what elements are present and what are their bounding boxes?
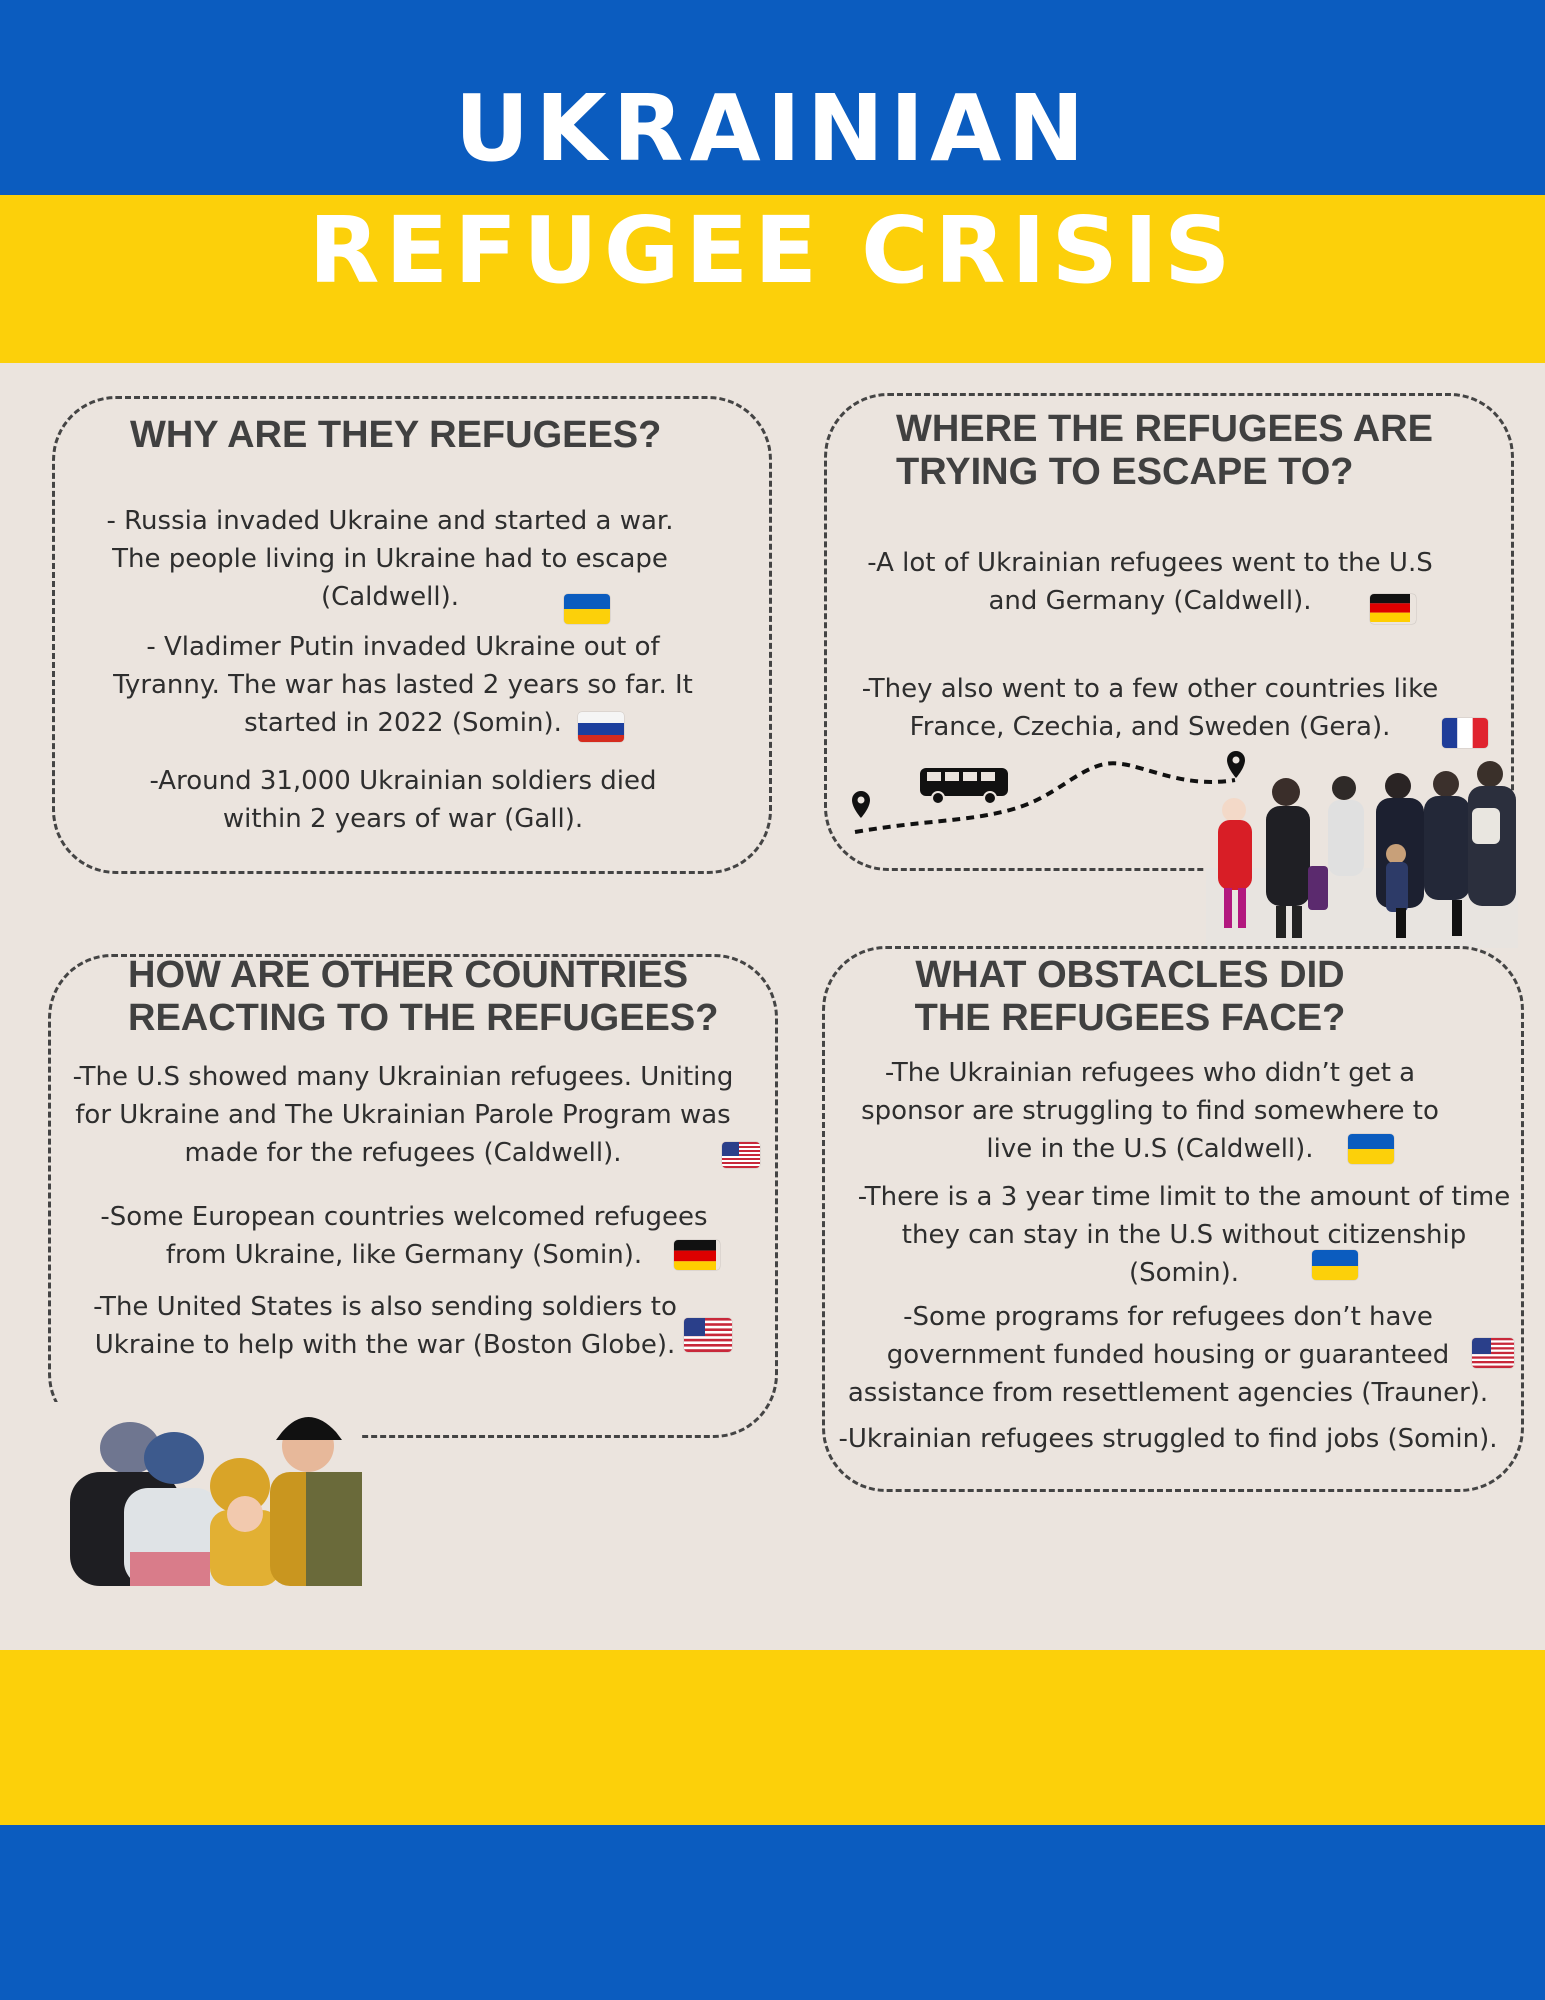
refugee-family-photo	[50, 1402, 362, 1586]
where-paragraph-1: -A lot of Ukrainian refugees went to the U.S and Germany (Caldwell).	[867, 548, 1433, 616]
reaction-heading: HOW ARE OTHER COUNTRIES REACTING TO THE REFUGEES?	[128, 954, 719, 1039]
france-flag-icon	[1442, 718, 1488, 748]
ukraine-flag-icon	[1312, 1250, 1358, 1280]
why-paragraph-3: -Around 31,000 Ukrainian soldiers died within 2 years of war (Gall).	[149, 766, 657, 834]
germany-flag-icon	[674, 1240, 720, 1270]
why-paragraph-1: - Russia invaded Ukraine and started a war. The people living in Ukraine had to escape (Caldwell).	[106, 506, 674, 612]
ukraine-flag-icon	[564, 594, 610, 624]
reaction-paragraph-3: -The United States is also sending soldiers to Ukraine to help with the war (Boston Globe).	[93, 1292, 677, 1360]
ukraine-flag-icon	[1348, 1134, 1394, 1164]
why-paragraph-2: - Vladimer Putin invaded Ukraine out of Tyranny. The war has lasted 2 years so far. It started in 2022 (Somin).	[113, 632, 693, 738]
bus-icon	[920, 768, 1008, 804]
title-line-2: REFUGEE CRISIS	[308, 197, 1237, 304]
reaction-paragraph-2: -Some European countries welcomed refugees from Ukraine, like Germany (Somin).	[100, 1202, 708, 1270]
usa-flag-icon	[722, 1142, 760, 1168]
refugees-walking-photo	[1206, 758, 1518, 948]
russia-flag-icon	[578, 712, 624, 742]
obstacles-heading: WHAT OBSTACLES DID THE REFUGEES FACE?	[914, 954, 1346, 1039]
route-illustration	[835, 750, 1255, 850]
where-heading: WHERE THE REFUGEES ARE TRYING TO ESCAPE TO?	[896, 408, 1433, 493]
why-heading: WHY ARE THEY REFUGEES?	[130, 414, 662, 456]
bottom-yellow-band	[0, 1650, 1545, 1825]
obstacles-paragraph-4: -Ukrainian refugees struggled to find jobs (Somin).	[838, 1424, 1498, 1454]
title-line-1: UKRAINIAN	[454, 75, 1091, 182]
map-pin-icon	[852, 791, 870, 818]
germany-flag-icon	[1370, 594, 1416, 624]
obstacles-paragraph-2: -There is a 3 year time limit to the amount of time they can stay in the U.S without citizenship (Somin).	[857, 1182, 1511, 1288]
obstacles-paragraph-3: -Some programs for refugees don’t have government funded housing or guaranteed assistance from resettlement agencies (Trauner).	[847, 1302, 1489, 1408]
bottom-blue-band	[0, 1825, 1545, 2000]
usa-flag-icon	[684, 1318, 732, 1352]
where-paragraph-2: -They also went to a few other countries like France, Czechia, and Sweden (Gera).	[861, 674, 1439, 742]
reaction-paragraph-1: -The U.S showed many Ukrainian refugees. Uniting for Ukraine and The Ukrainian Parole Program was made for the refugees (Caldwell).	[72, 1062, 734, 1168]
usa-flag-icon	[1472, 1338, 1514, 1368]
obstacles-paragraph-1: -The Ukrainian refugees who didn’t get a sponsor are struggling to find somewhere to live in the U.S (Caldwell).	[861, 1058, 1439, 1164]
